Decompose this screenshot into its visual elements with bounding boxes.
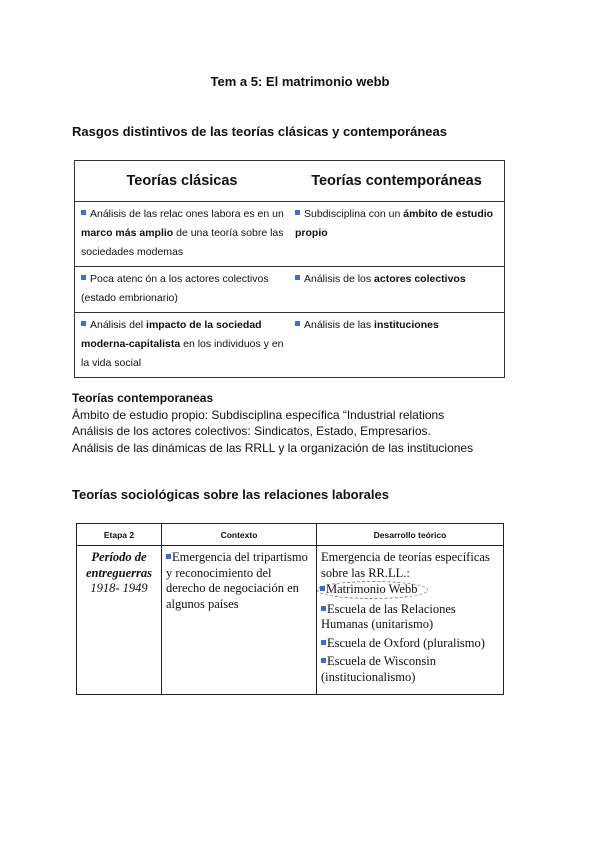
text: Poca atenc ón a los actores colectivos (estado embrionario) xyxy=(81,273,269,304)
table-row xyxy=(77,546,504,695)
contemporaneas-line: Análisis de los actores colectivos: Sindicatos, Estado, Empresarios. xyxy=(72,424,431,438)
contexto-text: Emergencia del tripartismo y reconocimiento del derecho de negociación en algunos países xyxy=(166,550,308,611)
text: Análisis de los xyxy=(304,273,375,285)
header-clasicas: Teorías clásicas xyxy=(75,161,290,202)
text: Análisis de las relac ones labora es en un xyxy=(90,208,284,220)
table-header-row xyxy=(75,161,505,202)
bullet-icon xyxy=(81,321,86,326)
desarrollo-intro: Emergencia de teorías específicas sobre las RR.LL.: xyxy=(321,550,490,580)
cell-clasicas-2 xyxy=(75,267,290,313)
contemporaneas-block xyxy=(72,390,473,456)
header-etapa: Etapa 2 xyxy=(77,524,162,546)
bullet-icon xyxy=(321,658,326,663)
contemporaneas-heading: Teorías contemporaneas xyxy=(72,391,214,405)
section-heading-rasgos: Rasgos distintivos de las teorías clásicas y contemporáneas xyxy=(72,124,447,139)
bold-text: instituciones xyxy=(374,319,439,331)
cell-desarrollo xyxy=(317,546,504,695)
etapa-years: 1918- 1949 xyxy=(90,581,148,595)
document-title: Tem a 5: El matrimonio webb xyxy=(210,74,390,89)
cell-clasicas-1 xyxy=(75,202,290,267)
cell-contemporaneas-3 xyxy=(289,313,505,378)
bullet-icon xyxy=(321,640,326,645)
bullet-icon xyxy=(295,275,300,280)
bold-text: impacto de la sociedad moderna-capitalista xyxy=(81,319,262,350)
cell-clasicas-3 xyxy=(75,313,290,378)
bold-text: actores colectivos xyxy=(374,273,466,285)
text: en los individuos y en la vida social xyxy=(81,338,284,369)
bullet-icon xyxy=(320,586,325,591)
cell-contexto xyxy=(162,546,317,695)
contemporaneas-line: Análisis de las dinámicas de las RRLL y la organización de las instituciones xyxy=(72,440,474,455)
bullet-icon xyxy=(81,275,86,280)
text: Subdisciplina con un xyxy=(304,208,404,220)
cell-contemporaneas-1 xyxy=(289,202,505,267)
text: de una teoría sobre las sociedades modemas xyxy=(81,227,284,258)
bullet-icon xyxy=(295,321,300,326)
bold-text: ámbito de estudio propio xyxy=(295,208,494,239)
hand-drawn-circle: Matrimonio Webb xyxy=(317,581,428,599)
header-desarrollo: Desarrollo teórico xyxy=(317,524,504,546)
text: Análisis del xyxy=(90,319,147,331)
header-contemporaneas: Teorías contemporáneas xyxy=(289,161,505,202)
cell-contemporaneas-2 xyxy=(289,267,505,313)
bullet-icon xyxy=(166,554,171,559)
table-row xyxy=(75,267,505,313)
theories-table xyxy=(76,523,504,695)
header-contexto: Contexto xyxy=(162,524,317,546)
bold-text: marco más amplio xyxy=(81,227,174,239)
cell-etapa xyxy=(77,546,162,695)
contemporaneas-line: Ámbito de estudio propio: Subdisciplina específica “Industrial relations xyxy=(72,407,445,422)
section-heading-sociologicas: Teorías sociológicas sobre las relaciones laborales xyxy=(72,487,389,502)
comparison-table xyxy=(74,160,505,378)
table-row xyxy=(75,202,505,267)
table-row xyxy=(75,313,505,378)
text: Análisis de las xyxy=(304,319,375,331)
bullet-icon xyxy=(81,210,86,215)
list-item: Escuela de Wisconsin (institucionalismo) xyxy=(321,654,436,684)
table-header-row xyxy=(77,524,504,546)
bullet-icon xyxy=(295,210,300,215)
list-item: Escuela de Oxford (pluralismo) xyxy=(321,636,499,652)
list-item: Escuela de las Relaciones Humanas (unitarismo) xyxy=(321,601,456,631)
bullet-icon xyxy=(321,606,326,611)
list-item xyxy=(321,581,499,599)
etapa-title: Período de entreguerras xyxy=(86,550,152,580)
